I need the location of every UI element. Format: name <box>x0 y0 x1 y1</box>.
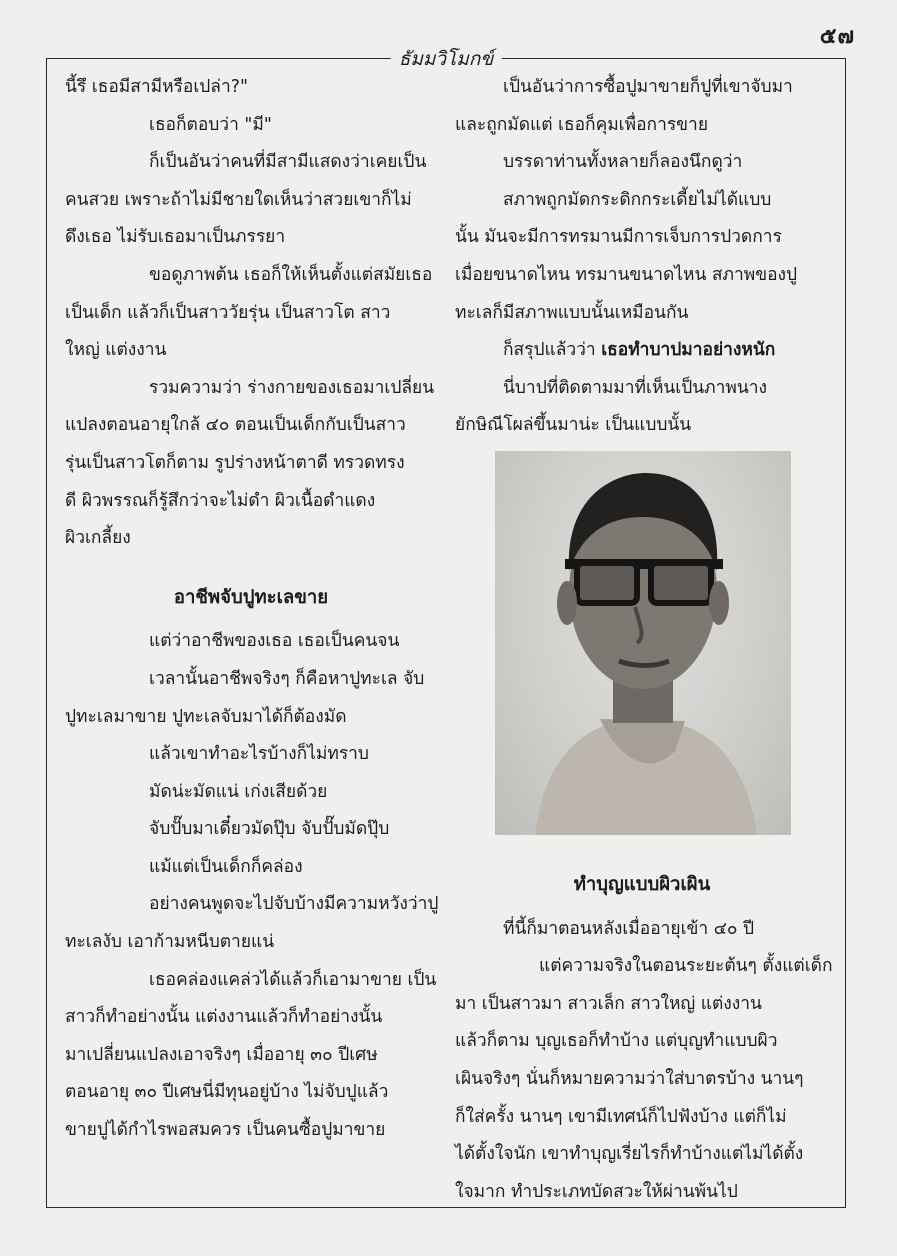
text-line: แต่ว่าอาชีพของเธอ เธอเป็นคนจน <box>149 631 400 652</box>
text-line: นี้รึ เธอมีสามีหรือเปล่า?" <box>65 77 248 97</box>
text-line: คนสวย เพราะถ้าไม่มีชายใดเห็นว่าสวยเขาก็ไม่ <box>65 189 412 210</box>
conclusion-line <box>455 332 829 370</box>
page-frame <box>46 48 846 1208</box>
text-line: เธอก็ตอบว่า "มี" <box>149 114 272 135</box>
right-text-mid <box>455 370 829 445</box>
text-line: แล้วก็ตาม บุญเธอก็ทำบ้าง แต่บุญทำแบบผิว <box>455 1031 778 1052</box>
text-line: มัดน่ะมัดแน่ เก่งเสียด้วย <box>149 781 328 802</box>
text-line: ก็ใส่ครั้ง นานๆ เขามีเทศน์ก็ไปฟังบ้าง แต่ก็ไม่ <box>455 1106 787 1127</box>
text-line: ดี ผิวพรรณก็รู้สึกว่าจะไม่ดำ ผิวเนื้อดำแดง <box>65 490 376 511</box>
text-line: นี่บาปที่ติดตามมาที่เห็นเป็นภาพนาง <box>503 377 768 398</box>
text-line: ยักษิณีโผล่ขึ้นมาน่ะ เป็นแบบนั้น <box>455 415 692 436</box>
text-line: ที่นี้ก็มาตอนหลังเมื่ออายุเข้า ๔๐ ปี <box>503 918 755 939</box>
text-line: เธอคล่องแคล่วได้แล้วก็เอามาขาย เป็น <box>149 969 437 990</box>
left-column <box>65 69 437 1150</box>
text-line: แล้วเขาทำอะไรบ้างก็ไม่ทราบ <box>149 744 369 765</box>
monk-portrait-photo <box>495 451 791 835</box>
glasses-lens-left <box>577 563 637 603</box>
text-line: ได้ตั้งใจนัก เขาทำบุญเรี่ยไรก็ทำบ้างแต่ไม่ได้ตั้ง <box>455 1144 804 1165</box>
running-head: ธัมมวิโมกข์ <box>391 44 502 74</box>
conclusion-bold: เธอทำบาปมาอย่างหนัก <box>601 340 776 361</box>
text-line: และถูกมัดแต่ เธอก็คุมเพื่อการขาย <box>455 114 709 135</box>
right-text-top <box>455 69 829 332</box>
text-line: ตอนอายุ ๓๐ ปีเศษนี่มีทุนอยู่บ้าง ไม่จับปูแล้ว <box>65 1082 389 1103</box>
text-line: เมื่อยขนาดไหน ทรมานขนาดไหน สภาพของปู <box>455 264 798 285</box>
text-line: ขายปูได้กำไรพอสมควร เป็นคนซื้อปูมาขาย <box>65 1120 386 1141</box>
section-heading: อาชีพจับปูทะเลขาย <box>173 586 329 608</box>
text-line: รวมความว่า ร่างกายของเธอมาเปลี่ยน <box>149 377 435 398</box>
text-line: ขอดูภาพต้น เธอก็ให้เห็นตั้งแต่สมัยเธอ <box>149 264 433 285</box>
text-line: เผินจริงๆ นั่นก็หมายความว่าใส่บาตรบ้าง นานๆ <box>455 1068 804 1089</box>
text-line: ปูทะเลมาขาย ปูทะเลจับมาได้ก็ต้องมัด <box>65 706 347 727</box>
text-line: แม้แต่เป็นเด็กก็คล่อง <box>149 856 303 877</box>
text-line: ใหญ่ แต่งงาน <box>65 340 167 361</box>
right-column <box>455 69 833 1211</box>
text-line: สภาพถูกมัดกระดิกกระเดี้ยไม่ได้แบบ <box>503 189 772 210</box>
ear-left <box>557 581 577 625</box>
text-line: ก็เป็นอันว่าคนที่มีสามีแสดงว่าเคยเป็น <box>149 152 427 173</box>
glasses-lens-right <box>651 563 711 603</box>
text-line: อย่างคนพูดจะไปจับบ้างมีความหวังว่าปู <box>149 894 439 915</box>
monk-portrait-image <box>495 451 791 835</box>
text-line: สาวก็ทำอย่างนั้น แต่งงานแล้วก็ทำอย่างนั้น <box>65 1007 383 1028</box>
text-line: ทะเลงับ เอาก้ามหนีบตายแน่ <box>65 932 275 953</box>
text-line: ผิวเกลี้ยง <box>65 528 131 549</box>
page-number: ๕๗ <box>819 23 855 49</box>
text-line: ใจมาก ทำประเภทบัดสวะให้ผ่านพ้นไป <box>455 1181 738 1202</box>
text-line: เป็นเด็ก แล้วก็เป็นสาววัยรุ่น เป็นสาวโต สาว <box>65 302 391 323</box>
section-heading-superficial-merit: ทำบุญแบบผิวเผิน <box>573 873 711 895</box>
right-text-bottom <box>455 911 833 1212</box>
photo-block <box>455 445 829 845</box>
text-line: แปลงตอนอายุใกล้ ๔๐ ตอนเป็นเด็กกับเป็นสาว <box>65 415 406 436</box>
conclusion-prefix: ก็สรุปแล้วว่า <box>503 340 602 361</box>
text-line: นั้น มันจะมีการทรมานมีการเจ็บการปวดการ <box>455 227 782 248</box>
ear-right <box>709 581 729 625</box>
text-line: เวลานั้นอาชีพจริงๆ ก็คือหาปูทะเล จับ <box>149 668 425 689</box>
text-line: ทะเลก็มีสภาพแบบนั้นเหมือนกัน <box>455 302 689 323</box>
text-line: มาเปลี่ยนแปลงเอาจริงๆ เมื่ออายุ ๓๐ ปีเศษ <box>65 1044 378 1065</box>
text-line: ดึงเธอ ไม่รับเธอมาเป็นภรรยา <box>65 227 286 248</box>
text-line: มา เป็นสาวมา สาวเล็ก สาวใหญ่ แต่งงาน <box>455 993 762 1014</box>
text-line: แต่ความจริงในตอนระยะต้นๆ ตั้งแต่เด็ก <box>539 956 833 977</box>
text-line: บรรดาท่านทั้งหลายก็ลองนึกดูว่า <box>503 152 743 173</box>
text-line: จับปั๊บมาเดี๋ยวมัดปุ๊บ จับปั๊บมัดปุ๊บ <box>149 819 390 840</box>
text-line: รุ่นเป็นสาวโตก็ตาม รูปร่างหน้าตาดี ทรวดทรง <box>65 452 405 473</box>
text-line: เป็นอันว่าการซื้อปูมาขายก็ปูที่เขาจับมา <box>503 77 793 97</box>
